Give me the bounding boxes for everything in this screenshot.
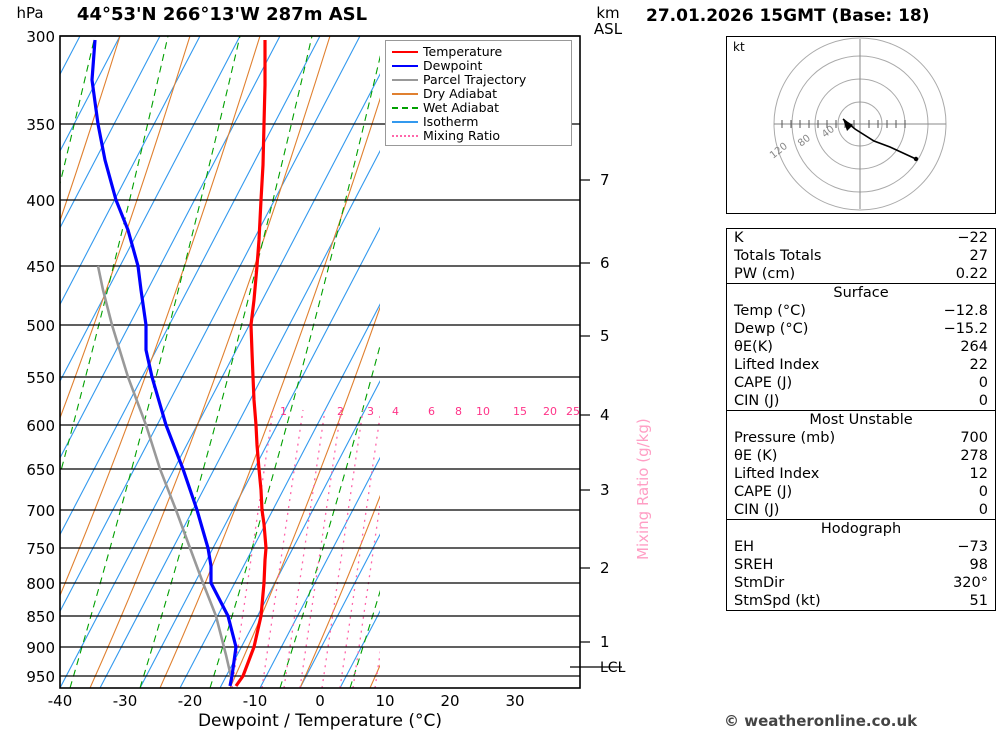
table-row: [727, 501, 995, 519]
row-label: Dewp (°C): [734, 321, 809, 337]
svg-text:950: 950: [26, 668, 55, 686]
table-row: [727, 538, 995, 556]
table-row: [727, 247, 995, 265]
svg-text:8: 8: [455, 405, 462, 418]
row-value: −15.2: [943, 321, 988, 337]
row-value: 0: [978, 375, 988, 391]
legend-label: Dry Adiabat: [423, 86, 498, 101]
row-value: −12.8: [943, 303, 988, 319]
table-row: [727, 429, 995, 447]
info-panel: [646, 0, 1000, 733]
table-row: [727, 483, 995, 501]
svg-text:400: 400: [26, 192, 55, 210]
row-label: θE (K): [734, 448, 778, 464]
section-title-most-unstable: Most Unstable: [727, 410, 995, 429]
row-label: EH: [734, 539, 755, 555]
row-label: Lifted Index: [734, 357, 820, 373]
svg-text:-20: -20: [177, 692, 203, 710]
row-label: PW (cm): [734, 266, 796, 282]
svg-text:-10: -10: [242, 692, 268, 710]
dewpoint-line: [92, 40, 236, 686]
legend-item: [386, 73, 571, 86]
svg-text:450: 450: [26, 258, 55, 276]
table-row: [727, 265, 995, 283]
mixing-ratio-axis-label: Mixing Ratio (g/kg): [634, 418, 652, 560]
svg-text:650: 650: [26, 461, 55, 479]
row-value: 98: [969, 557, 988, 573]
hodograph-ring-label: 80: [796, 132, 813, 150]
svg-text:500: 500: [26, 317, 55, 335]
row-label: SREH: [734, 557, 774, 573]
row-label: CAPE (J): [734, 375, 793, 391]
legend-item: [386, 59, 571, 72]
row-label: Totals Totals: [734, 248, 822, 264]
row-value: 0: [978, 502, 988, 518]
hodograph-ring-label: 120: [768, 140, 790, 162]
svg-text:25: 25: [566, 405, 580, 418]
row-value: 0.22: [955, 266, 988, 282]
legend-item: [386, 101, 571, 114]
legend-swatch-temperature: [392, 51, 418, 53]
svg-text:800: 800: [26, 575, 55, 593]
svg-text:750: 750: [26, 540, 55, 558]
legend-item: [386, 45, 571, 58]
x-axis-title: Dewpoint / Temperature (°C): [197, 711, 443, 731]
height-tick-labels: [600, 171, 610, 651]
hodograph: [726, 36, 996, 214]
legend-label: Temperature: [423, 44, 503, 59]
legend-label: Parcel Trajectory: [423, 72, 527, 87]
svg-text:2: 2: [600, 559, 610, 577]
row-label: CAPE (J): [734, 484, 793, 500]
table-row: [727, 356, 995, 374]
svg-text:4: 4: [392, 405, 399, 418]
row-value: 12: [969, 466, 988, 482]
hodograph-unit-label: kt: [733, 40, 745, 54]
svg-text:7: 7: [600, 171, 610, 189]
indices-table: [726, 228, 996, 611]
row-label: CIN (J): [734, 502, 780, 518]
svg-text:900: 900: [26, 639, 55, 657]
svg-text:-30: -30: [112, 692, 138, 710]
row-value: 700: [960, 430, 988, 446]
row-value: 264: [960, 339, 988, 355]
km-unit-label: km: [596, 4, 620, 22]
row-label: K: [734, 230, 744, 246]
svg-text:30: 30: [505, 692, 525, 710]
svg-text:10: 10: [375, 692, 395, 710]
table-row: [727, 338, 995, 356]
section-title-hodograph: Hodograph: [727, 519, 995, 538]
section-title-surface: Surface: [727, 283, 995, 302]
temperature-tick-labels: [48, 692, 525, 710]
temperature-line: [236, 40, 266, 686]
row-value: 51: [969, 593, 988, 609]
row-label: Lifted Index: [734, 466, 820, 482]
table-row: [727, 574, 995, 592]
row-value: 0: [978, 484, 988, 500]
legend-label: Mixing Ratio: [423, 128, 501, 143]
table-row: [727, 556, 995, 574]
legend-swatch-dewpoint: [392, 65, 418, 67]
svg-text:700: 700: [26, 502, 55, 520]
legend-item: [386, 115, 571, 128]
svg-text:3: 3: [600, 481, 610, 499]
lcl-label: LCL: [600, 660, 626, 676]
svg-text:4: 4: [600, 406, 610, 424]
asl-label: ASL: [593, 20, 623, 38]
row-value: 278: [960, 448, 988, 464]
copyright-text: © weatheronline.co.uk: [724, 712, 918, 730]
svg-text:0: 0: [315, 692, 325, 710]
table-row: [727, 447, 995, 465]
mixing-ratio-tick-labels: [280, 405, 580, 418]
svg-text:3: 3: [367, 405, 374, 418]
table-row: [727, 302, 995, 320]
row-label: CIN (J): [734, 393, 780, 409]
station-title: 44°53'N 266°13'W 287m ASL: [76, 4, 368, 25]
svg-text:350: 350: [26, 116, 55, 134]
table-row: [727, 592, 995, 610]
svg-text:850: 850: [26, 608, 55, 626]
table-row: [727, 465, 995, 483]
svg-text:300: 300: [26, 28, 55, 46]
row-label: Pressure (mb): [734, 430, 836, 446]
row-label: StmSpd (kt): [734, 593, 821, 609]
svg-text:1: 1: [600, 633, 610, 651]
legend-swatch-mixing-ratio: [392, 135, 418, 137]
svg-text:20: 20: [440, 692, 460, 710]
svg-text:10: 10: [476, 405, 490, 418]
svg-text:550: 550: [26, 369, 55, 387]
table-row: [727, 374, 995, 392]
svg-text:20: 20: [543, 405, 557, 418]
legend-swatch-isotherm: [392, 121, 418, 123]
legend-swatch-parcel: [392, 79, 418, 81]
row-label: StmDir: [734, 575, 785, 591]
table-row: [727, 229, 995, 247]
table-row: [727, 320, 995, 338]
hodograph-ring-label: 40: [820, 123, 837, 141]
chart-legend: [385, 40, 572, 146]
svg-text:1: 1: [280, 405, 287, 418]
svg-text:6: 6: [428, 405, 435, 418]
pressure-tick-labels: [26, 28, 55, 686]
row-value: −73: [957, 539, 988, 555]
legend-label: Dewpoint: [423, 58, 483, 73]
legend-swatch-wet-adiabat: [392, 107, 418, 109]
row-value: 27: [969, 248, 988, 264]
svg-text:5: 5: [600, 327, 610, 345]
table-row: [727, 392, 995, 410]
svg-text:6: 6: [600, 254, 610, 272]
svg-text:15: 15: [513, 405, 527, 418]
row-value: −22: [957, 230, 988, 246]
run-datetime-title: 27.01.2026 15GMT (Base: 18): [646, 6, 930, 26]
legend-swatch-dry-adiabat: [392, 93, 418, 95]
svg-text:-40: -40: [47, 692, 73, 710]
row-label: Temp (°C): [734, 303, 806, 319]
legend-item: [386, 129, 571, 142]
hpa-unit-label: hPa: [16, 4, 44, 22]
svg-text:2: 2: [337, 405, 344, 418]
row-value: 320°: [953, 575, 988, 591]
row-label: θE(K): [734, 339, 773, 355]
legend-label: Wet Adiabat: [423, 100, 500, 115]
row-value: 22: [969, 357, 988, 373]
legend-label: Isotherm: [423, 114, 479, 129]
legend-item: [386, 87, 571, 100]
row-value: 0: [978, 393, 988, 409]
svg-text:600: 600: [26, 417, 55, 435]
